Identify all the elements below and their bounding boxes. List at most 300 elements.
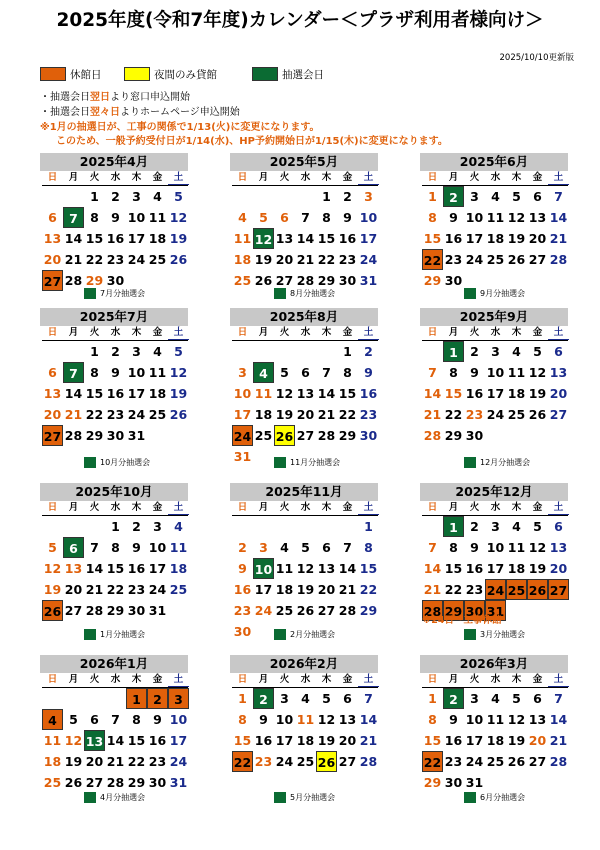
warning-line-2: このため、一般予約受付日が1/14(水)、HP予約開始日が1/15(木)に変更になります。	[56, 136, 448, 147]
day-cell: 13	[64, 561, 83, 576]
day-cell: 2	[111, 344, 120, 359]
month-title: 2025年9月	[420, 308, 568, 326]
day-cell: 27	[296, 428, 315, 443]
lottery-footer-label: 4月分抽選会	[100, 793, 146, 802]
day-cell: 10	[486, 540, 505, 555]
weekday-label: 金	[342, 502, 353, 513]
weekday-label: 土	[358, 501, 379, 515]
weekday-label: 日	[427, 502, 438, 513]
day-cell: 13	[549, 540, 568, 555]
lottery-footer	[84, 792, 145, 803]
day-cell: 13	[43, 231, 62, 246]
day-cell: 8	[238, 712, 247, 727]
day-cell: 2	[238, 540, 247, 555]
weekday-header	[232, 171, 378, 186]
day-cell: 25	[148, 407, 167, 422]
day-cell: 10	[275, 712, 294, 727]
weekday-label: 日	[237, 327, 248, 338]
day-cell: 3	[153, 519, 162, 534]
day-cell: 19	[254, 252, 273, 267]
day-cell: 12	[296, 561, 315, 576]
day-cell: 6	[48, 210, 57, 225]
day-cell: 5	[533, 519, 542, 534]
day-cell: 13	[43, 386, 62, 401]
day-cell: 27	[85, 775, 104, 790]
day-grid	[42, 516, 188, 621]
day-cell: 29	[444, 428, 463, 443]
day-cell: 2	[443, 186, 464, 207]
day-cell: 31	[465, 775, 484, 790]
weekday-label: 月	[448, 327, 459, 338]
day-cell: 31	[127, 428, 146, 443]
day-cell: 17	[275, 733, 294, 748]
empty-cell	[316, 341, 337, 362]
day-grid	[422, 688, 568, 793]
day-cell: 23	[338, 252, 357, 267]
weekday-label: 日	[47, 674, 58, 685]
lottery-footer	[274, 792, 335, 803]
month-title: 2026年1月	[40, 655, 188, 673]
day-cell: 5	[301, 540, 310, 555]
weekday-label: 火	[279, 172, 290, 183]
weekday-label: 土	[358, 171, 379, 185]
weekday-header	[232, 673, 378, 688]
day-cell: 16	[444, 733, 463, 748]
day-cell: 7	[428, 540, 437, 555]
day-cell: 4	[491, 691, 500, 706]
day-cell: 7	[554, 691, 563, 706]
day-cell: 3	[259, 540, 268, 555]
day-cell: 23	[444, 252, 463, 267]
lottery-marker-icon	[274, 288, 286, 299]
day-cell: 25	[296, 754, 315, 769]
day-cell: 12	[507, 210, 526, 225]
weekday-label: 水	[300, 172, 311, 183]
day-cell: 3	[280, 691, 289, 706]
day-grid	[42, 186, 188, 291]
day-cell: 1	[364, 519, 373, 534]
day-cell: 18	[254, 407, 273, 422]
day-cell: 25	[233, 273, 252, 288]
day-cell: 14	[106, 733, 125, 748]
day-cell: 9	[449, 210, 458, 225]
lottery-footer	[274, 288, 335, 299]
empty-cell	[295, 341, 316, 362]
day-cell: 14	[64, 386, 83, 401]
day-cell: 24	[127, 407, 146, 422]
day-cell: 13	[338, 712, 357, 727]
lottery-marker-icon	[464, 288, 476, 299]
day-cell: 7	[322, 365, 331, 380]
day-cell: 1	[343, 344, 352, 359]
day-cell: 24	[486, 407, 505, 422]
day-cell: 11	[486, 210, 505, 225]
empty-cell	[253, 186, 274, 207]
day-cell: 21	[317, 407, 336, 422]
weekday-label: 日	[237, 172, 248, 183]
day-cell: 14	[423, 561, 442, 576]
day-cell: 29	[338, 428, 357, 443]
day-cell: 10	[127, 210, 146, 225]
day-cell: 10	[127, 365, 146, 380]
month-title: 2025年10月	[40, 483, 188, 501]
day-cell: 18	[486, 231, 505, 246]
month-title: 2026年3月	[420, 655, 568, 673]
day-cell: 29	[423, 775, 442, 790]
month-calendar	[230, 655, 378, 772]
day-cell: 26	[507, 252, 526, 267]
weekday-label: 土	[548, 326, 569, 340]
day-cell: 26	[274, 425, 295, 446]
day-cell: 27	[64, 603, 83, 618]
weekday-label: 火	[89, 674, 100, 685]
day-cell: 13	[317, 561, 336, 576]
lottery-footer-label: 11月分抽選会	[290, 458, 341, 467]
weekday-label: 金	[152, 172, 163, 183]
day-cell: 18	[507, 561, 526, 576]
day-cell: 3	[168, 688, 189, 709]
day-cell: 26	[528, 407, 547, 422]
day-cell: 14	[317, 386, 336, 401]
lottery-footer-label: 3月分抽選会	[480, 630, 526, 639]
day-cell: 19	[169, 386, 188, 401]
day-cell: 11	[275, 561, 294, 576]
weekday-label: 日	[427, 172, 438, 183]
day-cell: 29	[443, 600, 464, 621]
day-cell: 8	[322, 210, 331, 225]
day-grid	[422, 341, 568, 446]
day-cell: 5	[512, 189, 521, 204]
empty-cell	[422, 341, 443, 362]
day-cell: 13	[528, 210, 547, 225]
day-cell: 2	[364, 344, 373, 359]
day-cell: 9	[111, 365, 120, 380]
empty-cell	[232, 341, 253, 362]
weekday-header	[422, 673, 568, 688]
day-cell: 30	[444, 273, 463, 288]
day-cell: 21	[85, 582, 104, 597]
day-cell: 24	[465, 252, 484, 267]
day-cell: 3	[470, 691, 479, 706]
legend-closed-label: 休館日	[70, 68, 102, 81]
weekday-label: 木	[511, 502, 522, 513]
day-grid	[422, 186, 568, 291]
day-cell: 30	[359, 428, 378, 443]
day-cell: 6	[322, 540, 331, 555]
day-cell: 15	[444, 561, 463, 576]
day-cell: 4	[42, 709, 63, 730]
day-cell: 9	[364, 365, 373, 380]
day-cell: 2	[147, 688, 168, 709]
day-cell: 1	[111, 519, 120, 534]
day-cell: 11	[254, 386, 273, 401]
day-cell: 9	[343, 210, 352, 225]
legend-lottery	[252, 66, 324, 82]
lottery-marker-icon	[84, 792, 96, 803]
day-cell: 10	[233, 386, 252, 401]
day-cell: 8	[428, 712, 437, 727]
day-cell: 20	[549, 561, 568, 576]
day-cell: 27	[42, 425, 63, 446]
day-cell: 16	[254, 733, 273, 748]
day-cell: 20	[317, 582, 336, 597]
day-cell: 26	[296, 603, 315, 618]
lottery-footer	[84, 457, 150, 468]
day-grid	[232, 516, 378, 642]
day-cell: 16	[127, 561, 146, 576]
weekday-label: 木	[511, 327, 522, 338]
day-cell: 29	[127, 775, 146, 790]
day-cell: 24	[148, 582, 167, 597]
day-cell: 24	[359, 252, 378, 267]
empty-cell	[42, 688, 63, 709]
day-cell: 20	[528, 231, 547, 246]
weekday-header	[42, 171, 188, 186]
day-cell: 19	[296, 582, 315, 597]
weekday-label: 水	[490, 502, 501, 513]
day-cell: 19	[275, 407, 294, 422]
day-cell: 15	[444, 386, 463, 401]
day-cell: 10	[465, 210, 484, 225]
day-cell: 8	[343, 365, 352, 380]
day-cell: 11	[507, 365, 526, 380]
day-cell: 28	[422, 600, 443, 621]
weekday-label: 金	[342, 674, 353, 685]
month-calendar	[420, 153, 568, 291]
empty-cell	[63, 688, 84, 709]
page-title: 2025年度(令和7年度)カレンダー＜プラザ利用者様向け＞	[56, 10, 544, 31]
note-web-b: 翌々日	[90, 107, 120, 118]
day-cell: 18	[233, 252, 252, 267]
day-cell: 17	[233, 407, 252, 422]
day-cell: 8	[111, 540, 120, 555]
day-cell: 22	[127, 754, 146, 769]
day-cell: 6	[554, 519, 563, 534]
day-cell: 18	[275, 582, 294, 597]
day-cell: 7	[90, 540, 99, 555]
weekday-label: 金	[152, 674, 163, 685]
day-cell: 18	[169, 561, 188, 576]
day-cell: 9	[259, 712, 268, 727]
empty-cell	[274, 186, 295, 207]
day-cell: 28	[64, 273, 83, 288]
day-cell: 4	[491, 189, 500, 204]
day-cell: 30	[106, 428, 125, 443]
day-cell: 18	[486, 733, 505, 748]
lottery-footer	[84, 288, 145, 299]
day-cell: 24	[169, 754, 188, 769]
note-window	[40, 88, 190, 103]
weekday-header	[42, 326, 188, 341]
day-cell: 28	[338, 603, 357, 618]
day-cell: 20	[43, 252, 62, 267]
day-cell: 27	[548, 579, 569, 600]
weekday-label: 土	[548, 171, 569, 185]
day-grid	[42, 341, 188, 446]
day-cell: 14	[85, 561, 104, 576]
weekday-label: 水	[490, 172, 501, 183]
weekday-label: 月	[448, 172, 459, 183]
weekday-label: 月	[68, 327, 79, 338]
lottery-footer	[464, 457, 530, 468]
month-title: 2025年6月	[420, 153, 568, 171]
day-cell: 21	[423, 407, 442, 422]
day-cell: 29	[317, 273, 336, 288]
weekday-label: 日	[47, 327, 58, 338]
legend-closed	[40, 66, 102, 82]
day-cell: 17	[465, 231, 484, 246]
day-cell: 4	[280, 540, 289, 555]
day-cell: 1	[238, 691, 247, 706]
day-cell: 26	[169, 407, 188, 422]
day-cell: 1	[428, 189, 437, 204]
day-cell: 11	[296, 712, 315, 727]
day-cell: 9	[111, 210, 120, 225]
weekday-header	[42, 673, 188, 688]
day-cell: 7	[111, 712, 120, 727]
day-cell: 6	[301, 365, 310, 380]
day-cell: 3	[364, 189, 373, 204]
weekday-label: 木	[511, 674, 522, 685]
day-cell: 28	[85, 603, 104, 618]
day-cell: 28	[549, 754, 568, 769]
day-cell: 3	[132, 344, 141, 359]
day-cell: 6	[63, 537, 84, 558]
day-cell: 15	[106, 561, 125, 576]
day-cell: 15	[423, 733, 442, 748]
weekday-label: 日	[427, 327, 438, 338]
weekday-label: 木	[321, 327, 332, 338]
day-cell: 7	[364, 691, 373, 706]
weekday-label: 水	[110, 674, 121, 685]
day-cell: 12	[43, 561, 62, 576]
weekday-label: 水	[110, 172, 121, 183]
lottery-footer-label: 9月分抽選会	[480, 289, 526, 298]
day-cell: 12	[528, 540, 547, 555]
day-cell: 14	[359, 712, 378, 727]
empty-cell	[63, 186, 84, 207]
empty-cell	[295, 516, 316, 537]
day-cell: 21	[359, 733, 378, 748]
month-extra-note: ※24日～工事休館	[422, 615, 502, 626]
lottery-marker-icon	[274, 629, 286, 640]
day-cell: 9	[238, 561, 247, 576]
day-cell: 7	[343, 540, 352, 555]
weekday-label: 日	[427, 674, 438, 685]
day-cell: 6	[343, 691, 352, 706]
day-cell: 6	[48, 365, 57, 380]
day-cell: 2	[443, 688, 464, 709]
month-calendar	[40, 655, 188, 793]
empty-cell	[63, 341, 84, 362]
empty-cell	[84, 688, 105, 709]
warning-line-1: ※1月の抽選日が、工事の関係で1/13(火)に変更になります。	[40, 122, 320, 133]
lottery-footer	[274, 629, 335, 640]
weekday-label: 木	[511, 172, 522, 183]
day-cell: 18	[148, 386, 167, 401]
lottery-marker-icon	[274, 457, 286, 468]
day-cell: 8	[449, 540, 458, 555]
day-cell: 26	[254, 273, 273, 288]
legend-lottery-swatch	[252, 67, 278, 81]
day-grid	[232, 186, 378, 291]
day-cell: 23	[233, 603, 252, 618]
month-calendar	[40, 308, 188, 446]
day-cell: 25	[486, 754, 505, 769]
day-cell: 16	[233, 582, 252, 597]
day-cell: 25	[148, 252, 167, 267]
empty-cell	[232, 516, 253, 537]
day-cell: 22	[444, 407, 463, 422]
legend-closed-swatch	[40, 67, 66, 81]
weekday-label: 土	[548, 673, 569, 687]
day-cell: 8	[428, 210, 437, 225]
day-cell: 10	[169, 712, 188, 727]
day-cell: 17	[148, 561, 167, 576]
day-cell: 7	[63, 207, 84, 228]
day-cell: 4	[253, 362, 274, 383]
legend-lottery-label: 抽選会日	[282, 68, 324, 81]
day-cell: 18	[148, 231, 167, 246]
note-window-b: 翌日	[90, 92, 110, 103]
empty-cell	[253, 341, 274, 362]
day-cell: 31	[148, 603, 167, 618]
day-cell: 1	[126, 688, 147, 709]
legend-night-label: 夜間のみ貸館	[154, 68, 217, 81]
day-cell: 22	[444, 582, 463, 597]
weekday-header	[422, 501, 568, 516]
day-cell: 4	[512, 344, 521, 359]
weekday-label: 日	[237, 502, 248, 513]
day-cell: 27	[338, 754, 357, 769]
day-cell: 23	[465, 582, 484, 597]
day-cell: 30	[338, 273, 357, 288]
weekday-label: 月	[258, 502, 269, 513]
weekday-label: 水	[300, 502, 311, 513]
day-cell: 5	[322, 691, 331, 706]
weekday-header	[422, 171, 568, 186]
day-cell: 7	[428, 365, 437, 380]
day-cell: 12	[507, 712, 526, 727]
empty-cell	[42, 516, 63, 537]
day-cell: 10	[465, 712, 484, 727]
month-calendar	[40, 153, 188, 291]
weekday-label: 月	[68, 172, 79, 183]
day-cell: 28	[64, 428, 83, 443]
weekday-label: 木	[131, 327, 142, 338]
weekday-label: 火	[469, 674, 480, 685]
month-title: 2026年2月	[230, 655, 378, 673]
day-cell: 5	[259, 210, 268, 225]
lottery-footer-label: 8月分抽選会	[290, 289, 336, 298]
day-cell: 19	[64, 754, 83, 769]
day-cell: 16	[106, 231, 125, 246]
day-cell: 16	[338, 231, 357, 246]
weekday-label: 水	[490, 327, 501, 338]
day-cell: 21	[64, 252, 83, 267]
day-cell: 12	[317, 712, 336, 727]
weekday-header	[42, 501, 188, 516]
lottery-footer	[464, 288, 525, 299]
day-cell: 2	[111, 189, 120, 204]
day-cell: 26	[42, 600, 63, 621]
day-cell: 28	[359, 754, 378, 769]
day-cell: 31	[233, 449, 252, 464]
weekday-label: 月	[448, 502, 459, 513]
empty-cell	[232, 186, 253, 207]
day-cell: 15	[127, 733, 146, 748]
day-cell: 4	[512, 519, 521, 534]
